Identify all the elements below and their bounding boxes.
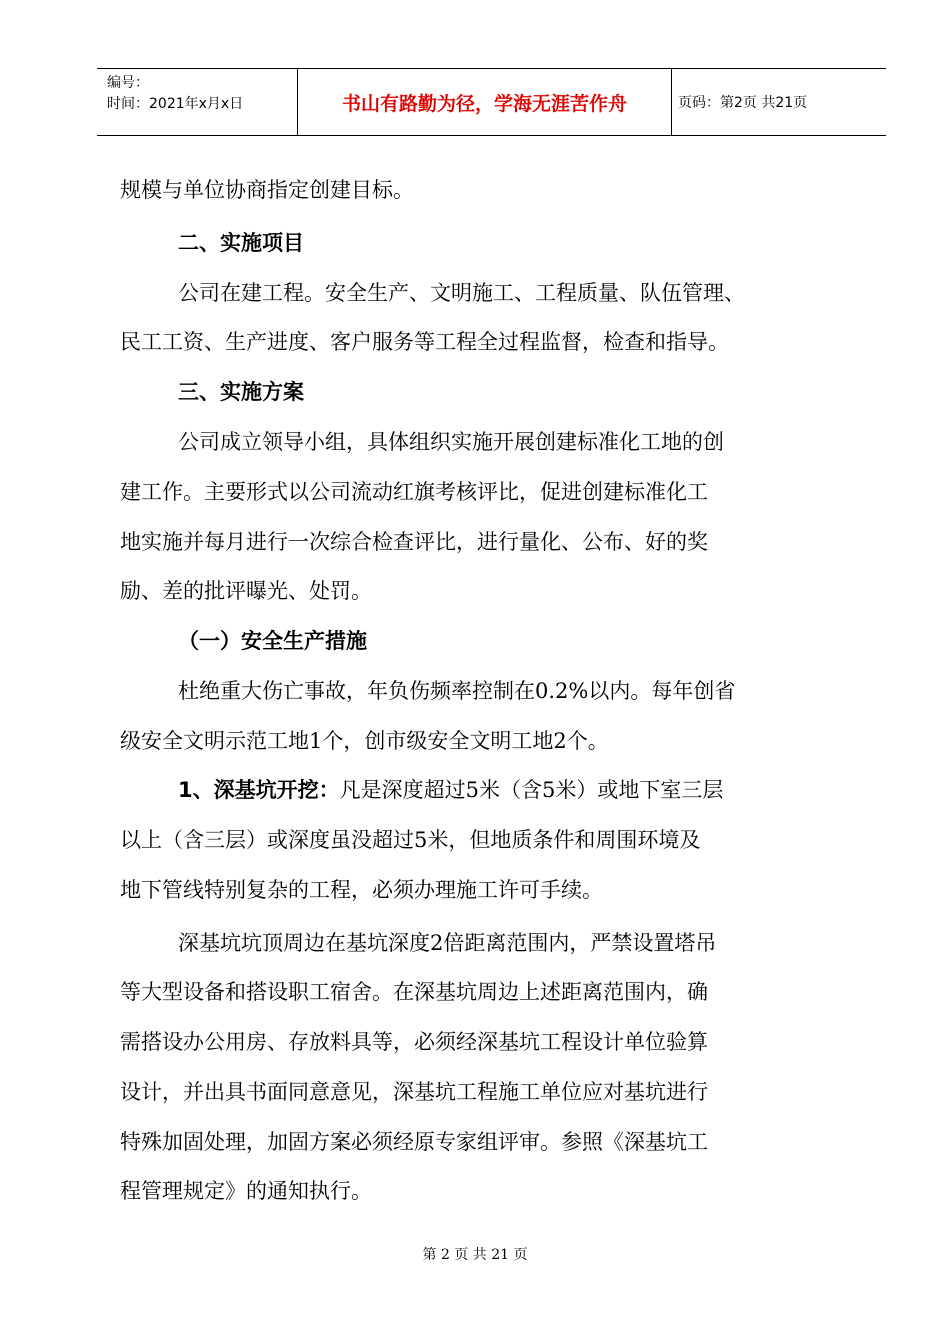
body-line: 公司在建工程。安全生产、文明施工、工程质量、队伍管理、	[178, 281, 745, 305]
body-line: 励、差的批评曝光、处罚。	[120, 579, 372, 603]
body-line: 级安全文明示范工地1个，创市级安全文明工地2个。	[120, 729, 609, 753]
subsection-heading: （一）安全生产措施	[178, 629, 367, 653]
section-heading: 三、实施方案	[178, 380, 304, 404]
body-line: 地实施并每月进行一次综合检查评比，进行量化、公布、好的奖	[120, 530, 708, 554]
body-line: 需搭设办公用房、存放料具等，必须经深基坑工程设计单位验算	[120, 1030, 708, 1054]
body-line: 规模与单位协商指定创建目标。	[120, 178, 414, 202]
item-label: 1、深基坑开挖：	[178, 778, 340, 802]
body-line: 民工工资、生产进度、客户服务等工程全过程监督，检查和指导。	[120, 330, 729, 354]
body-line: 建工作。主要形式以公司流动红旗考核评比，促进创建标准化工	[120, 480, 708, 504]
item-text: 凡是深度超过5米（含5米）或地下室三层	[339, 778, 724, 802]
body-line: 以上（含三层）或深度虽没超过5米，但地质条件和周围环境及	[120, 828, 701, 852]
header-motto: 书山有路勤为径，学海无涯苦作舟	[297, 69, 672, 135]
body-line: 设计，并出具书面同意意见，深基坑工程施工单位应对基坑进行	[120, 1080, 708, 1104]
body-line: 杜绝重大伤亡事故，年负伤频率控制在0.2%以内。每年创省	[178, 679, 736, 703]
body-line: 特殊加固处理，加固方案必须经原专家组评审。参照《深基坑工	[120, 1130, 708, 1154]
section-heading: 二、实施项目	[178, 231, 304, 255]
header-meta	[97, 69, 297, 135]
body-line	[178, 776, 723, 804]
body-line: 程管理规定》的通知执行。	[120, 1179, 372, 1203]
body-line: 深基坑坑顶周边在基坑深度2倍距离范围内，严禁设置塔吊	[178, 931, 717, 955]
body-line: 公司成立领导小组，具体组织实施开展创建标准化工地的创	[178, 430, 724, 454]
body-line: 等大型设备和搭设职工宿舍。在深基坑周边上述距离范围内，确	[120, 980, 708, 1004]
document-header	[97, 68, 886, 136]
page-footer: 第 2 页 共 21 页	[422, 1247, 528, 1263]
number-label: 编号：	[107, 75, 149, 91]
time-label: 时间：2021年x月x日	[107, 96, 244, 112]
body-line: 地下管线特别复杂的工程，必须办理施工许可手续。	[120, 878, 603, 902]
header-page-label: 页码：第2页 共21页	[678, 95, 808, 111]
